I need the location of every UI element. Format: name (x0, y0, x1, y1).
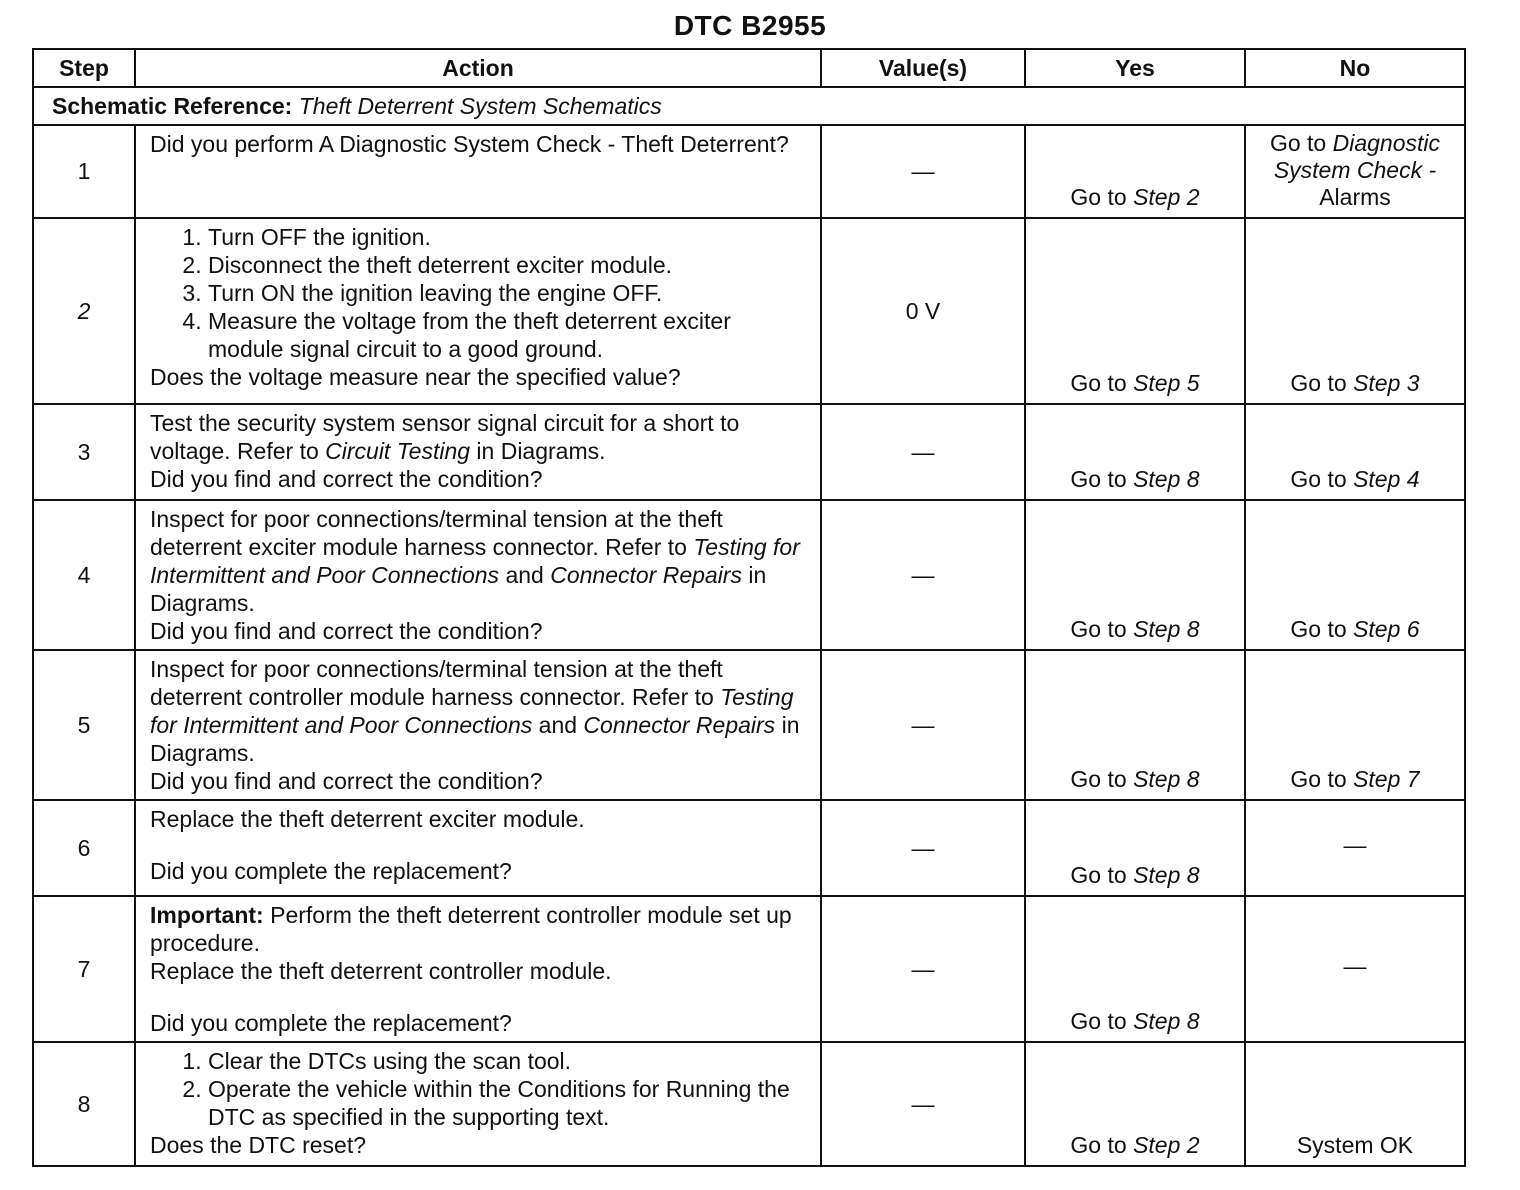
header-no: No (1245, 49, 1465, 87)
no-cell: — (1245, 896, 1465, 1042)
action-cell: Replace the theft deterrent exciter module. Did you complete the replacement? (135, 800, 821, 896)
header-yes: Yes (1025, 49, 1245, 87)
action-cell: Test the security system sensor signal circuit for a short to voltage. Refer to Circuit Testing in Diagrams. Did you find and correct the condition? (135, 404, 821, 500)
table-row (33, 218, 1465, 404)
step-number: 5 (33, 650, 135, 800)
table-row (33, 896, 1465, 1042)
action-cell: Inspect for poor connections/terminal tension at the theft deterrent controller module harness connector. Refer to Testing for Intermittent and Poor Connections and Connector Repairs in Diagrams. Did you find and correct the condition? (135, 650, 821, 800)
question: Did you complete the replacement? (150, 1010, 512, 1036)
page-title: DTC B2955 (673, 10, 827, 41)
step-number: 2 (33, 218, 135, 404)
table-row (33, 650, 1465, 800)
value-cell: — (821, 650, 1025, 800)
yes-cell: Go to Step 8 (1025, 404, 1245, 500)
value-cell: — (821, 125, 1025, 218)
action-cell: Important: Perform the theft deterrent controller module set up procedure. Replace the theft deterrent controller module. Did you complete the replacement? (135, 896, 821, 1042)
no-cell: Go to Step 7 (1245, 650, 1465, 800)
table-row (33, 1042, 1465, 1166)
action-cell: Inspect for poor connections/terminal tension at the theft deterrent exciter module harness connector. Refer to Testing for Intermittent and Poor Connections and Connector Repairs in Diagrams. Did you find and correct the condition? (135, 500, 821, 650)
action-cell (135, 218, 821, 404)
question: Did you complete the replacement? (150, 858, 512, 884)
yes-cell: Go to Step 8 (1025, 896, 1245, 1042)
question: Does the voltage measure near the specified value? (150, 364, 681, 390)
no-cell: Go to Step 3 (1245, 218, 1465, 404)
step-number: 1 (33, 125, 135, 218)
list-item: 1. Turn OFF the ignition. (208, 223, 810, 251)
question: Did you find and correct the condition? (150, 768, 543, 794)
list-item: 2. Operate the vehicle within the Conditions for Running the DTC as specified in the supporting text. (208, 1075, 810, 1131)
question: Did you find and correct the condition? (150, 618, 543, 644)
value-cell: — (821, 500, 1025, 650)
step-number: 7 (33, 896, 135, 1042)
list-item: 4. Measure the voltage from the theft deterrent exciter module signal circuit to a good ground. (208, 307, 810, 363)
yes-cell: Go to Step 2 (1025, 1042, 1245, 1166)
no-cell: System OK (1245, 1042, 1465, 1166)
no-cell: Go to Diagnostic System Check - Alarms (1245, 125, 1465, 218)
value-cell: — (821, 896, 1025, 1042)
no-cell: — (1245, 800, 1465, 896)
yes-cell: Go to Step 2 (1025, 125, 1245, 218)
no-cell: Go to Step 6 (1245, 500, 1465, 650)
yes-cell: Go to Step 8 (1025, 500, 1245, 650)
value-cell: 0 V (821, 218, 1025, 404)
yes-cell: Go to Step 8 (1025, 650, 1245, 800)
value-cell: — (821, 800, 1025, 896)
list-item: 3. Turn ON the ignition leaving the engine OFF. (208, 279, 810, 307)
header-values: Value(s) (821, 49, 1025, 87)
question: Does the DTC reset? (150, 1132, 367, 1158)
header-row (33, 49, 1465, 87)
schematic-row (33, 87, 1465, 125)
action-cell: Did you perform A Diagnostic System Check - Theft Deterrent? (135, 125, 821, 218)
step-number: 4 (33, 500, 135, 650)
value-cell: — (821, 1042, 1025, 1166)
yes-cell: Go to Step 5 (1025, 218, 1245, 404)
no-cell: Go to Step 4 (1245, 404, 1465, 500)
header-step: Step (33, 49, 135, 87)
dtc-table (32, 48, 1466, 1167)
table-row (33, 800, 1465, 896)
table-row (33, 500, 1465, 650)
step-number: 3 (33, 404, 135, 500)
table-row (33, 404, 1465, 500)
step-number: 8 (33, 1042, 135, 1166)
yes-cell: Go to Step 8 (1025, 800, 1245, 896)
question: Did you find and correct the condition? (150, 466, 543, 492)
value-cell: — (821, 404, 1025, 500)
schematic-reference: Schematic Reference: Theft Deterrent System Schematics (33, 87, 1465, 125)
table-row (33, 125, 1465, 218)
step-number: 6 (33, 800, 135, 896)
header-action: Action (135, 49, 821, 87)
list-item: 2. Disconnect the theft deterrent exciter module. (208, 251, 810, 279)
action-cell (135, 1042, 821, 1166)
list-item: 1. Clear the DTCs using the scan tool. (208, 1047, 810, 1075)
